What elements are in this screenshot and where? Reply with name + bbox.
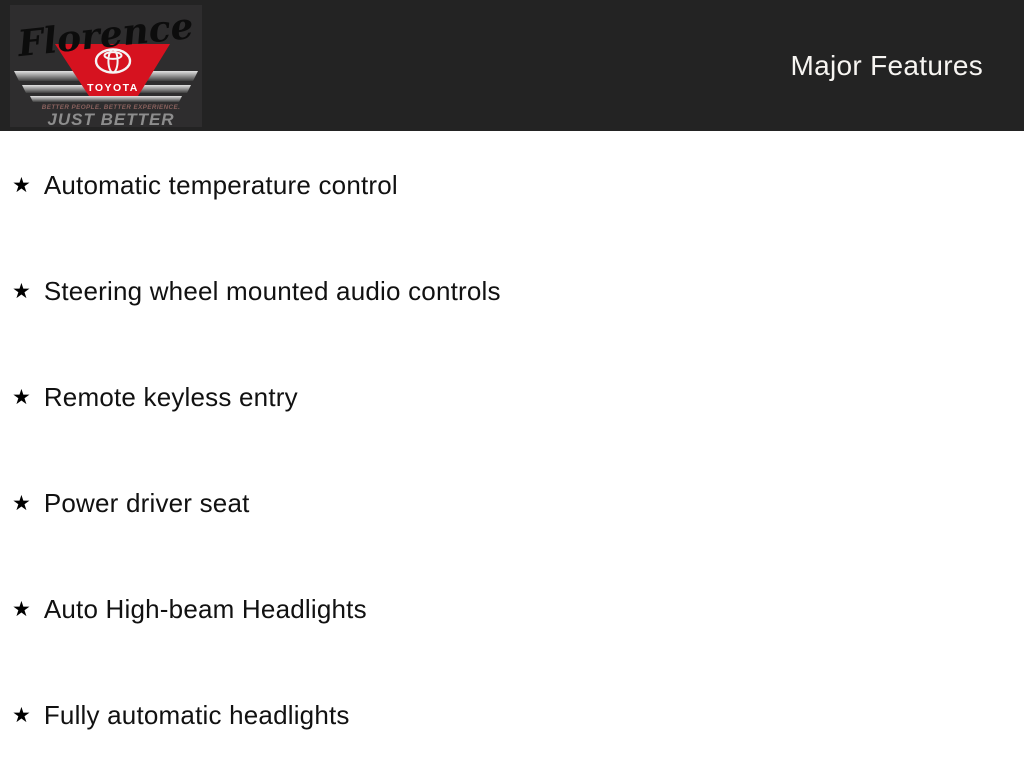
dealer-logo	[10, 5, 202, 127]
feature-label: Automatic temperature control	[43, 169, 398, 200]
page-title: Major Features	[790, 49, 983, 81]
feature-label: Fully automatic headlights	[43, 699, 350, 730]
feature-label: Auto High-beam Headlights	[43, 593, 367, 624]
logo-tagline-small: BETTER PEOPLE. BETTER EXPERIENCE.	[41, 104, 181, 111]
star-bullet-icon: ★	[12, 172, 31, 197]
star-bullet-icon: ★	[12, 278, 31, 303]
feature-label: Remote keyless entry	[43, 381, 298, 412]
florence-script-text: Florence	[15, 5, 196, 66]
star-bullet-icon: ★	[12, 384, 31, 409]
feature-item	[12, 450, 1024, 556]
feature-label: Power driver seat	[43, 487, 250, 518]
logo-tagline-large: JUST BETTER	[47, 110, 175, 127]
star-bullet-icon: ★	[12, 596, 31, 621]
toyota-wordmark: TOYOTA	[87, 82, 139, 94]
feature-item	[12, 556, 1024, 662]
feature-label: Steering wheel mounted audio controls	[43, 275, 501, 306]
feature-item	[12, 344, 1024, 450]
star-bullet-icon: ★	[12, 490, 31, 515]
star-bullet-icon: ★	[12, 702, 31, 727]
feature-list	[0, 131, 1024, 768]
header-bar	[0, 0, 1024, 131]
feature-item	[12, 132, 1024, 238]
feature-item	[12, 238, 1024, 344]
feature-item	[12, 662, 1024, 768]
